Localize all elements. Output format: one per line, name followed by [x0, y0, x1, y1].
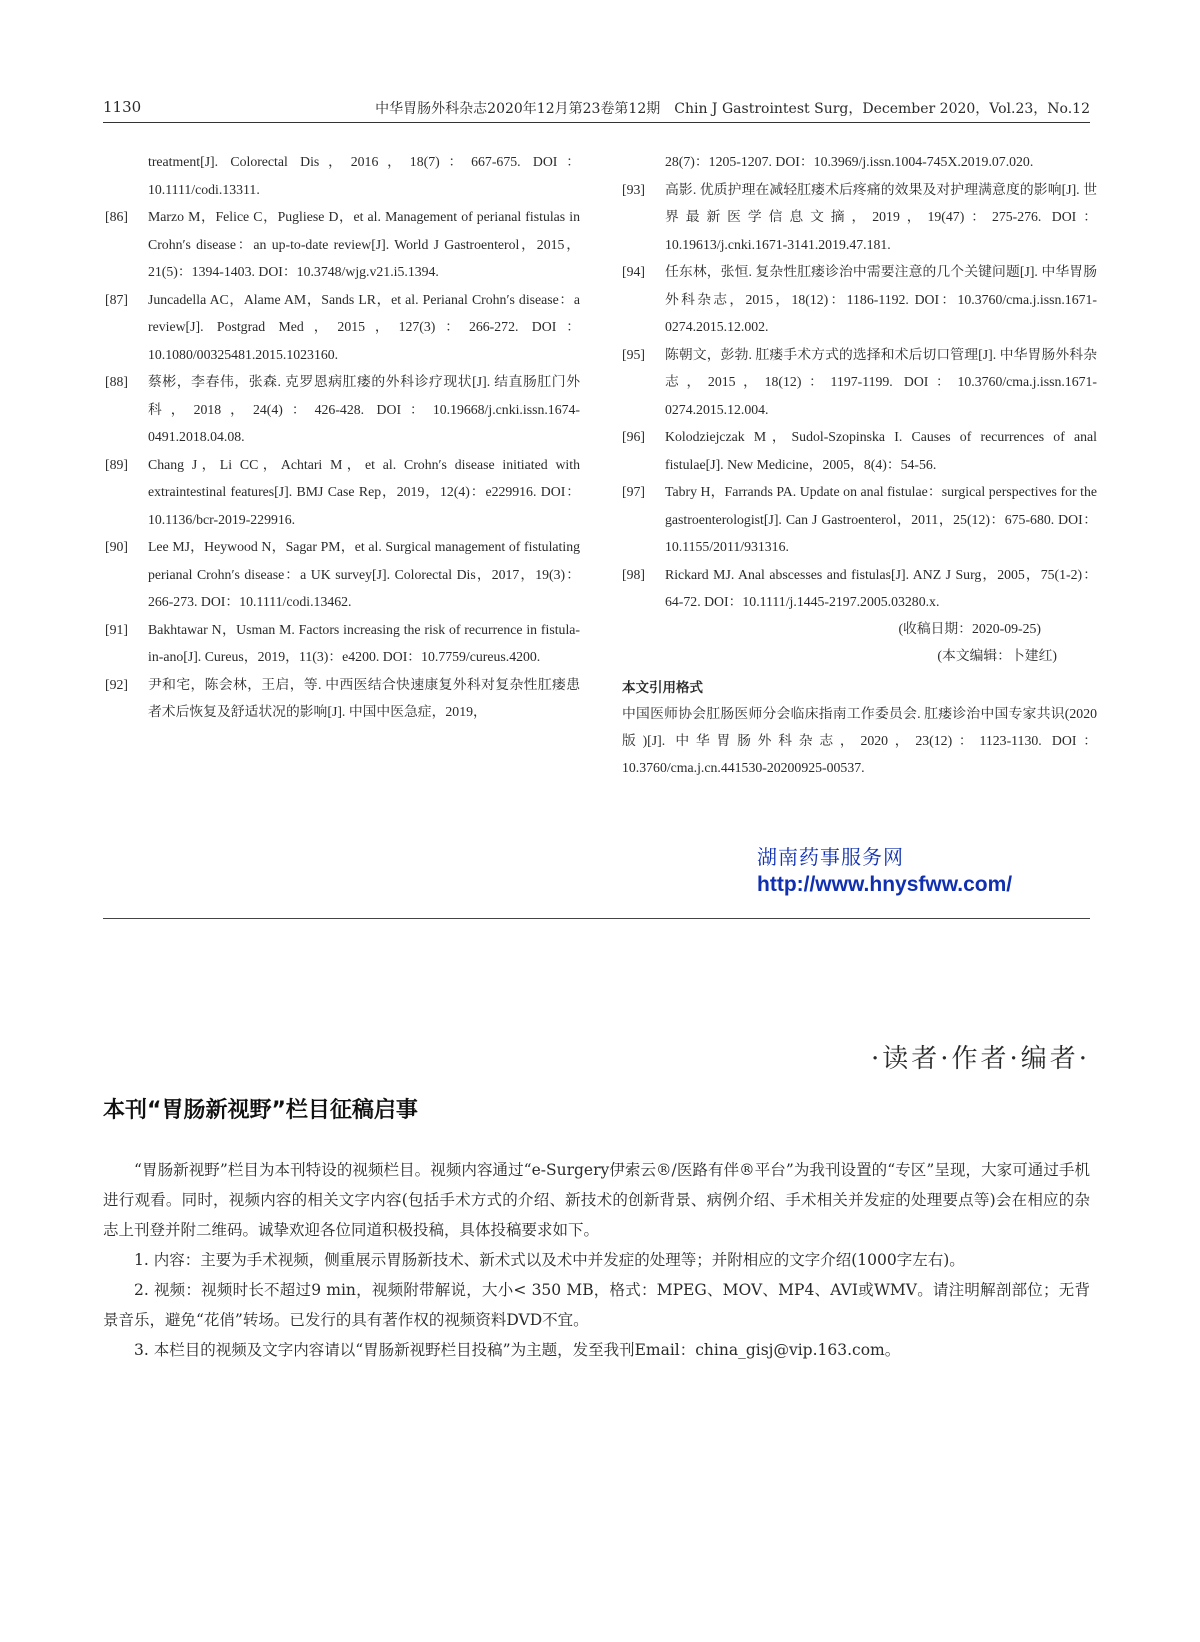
- reference-item: [105, 451, 580, 534]
- reference-text: Kolodziejczak M，Sudol-Szopinska I. Causes of recurrences of anal fistulae[J]. New Medicine，2005，8(4)：54-56.: [665, 429, 1097, 472]
- notice-body: [103, 1155, 1090, 1365]
- page-header: [103, 96, 1090, 123]
- reference-text: Bakhtawar N，Usman M. Factors increasing the risk of recurrence in fistula-in-ano[J]. Cureus，2019，11(3)：e4200. DOI：10.7759/cureus.4200.: [148, 621, 580, 664]
- watermark-url-link[interactable]: http://www.hnysfww.com/: [757, 873, 1013, 896]
- notice-paragraph: “胃肠新视野”栏目为本刊特设的视频栏目。视频内容通过“e-Surgery伊索云®/医路有伴®平台”为我刊设置的“专区”呈现，大家可通过手机进行观看。同时，视频内容的相关文字内容(包括手术方式的介绍、新技术的创新背景、病例介绍、手术相关并发症的处理要点等)会在相应的杂志上刊登并附二维码。诚挚欢迎各位同道积极投稿，具体投稿要求如下。: [103, 1161, 1090, 1239]
- notice-paragraph: 1. 内容：主要为手术视频，侧重展示胃肠新技术、新术式以及术中并发症的处理等；并附相应的文字介绍(1000字左右)。: [134, 1251, 965, 1269]
- reference-text: treatment[J]. Colorectal Dis，2016，18(7)：667-675. DOI：10.1111/codi.13311.: [148, 154, 580, 197]
- reference-number: [96]: [622, 429, 645, 444]
- reference-number: [90]: [105, 539, 128, 554]
- reference-item: [105, 616, 580, 671]
- notice-paragraph: 3. 本栏目的视频及文字内容请以“胃肠新视野栏目投稿”为主题，发至我刊Email：china_gisj@vip.163.com。: [134, 1341, 901, 1359]
- reference-text: 尹和宅，陈会林，王启，等. 中西医结合快速康复外科对复杂性肛瘘患者术后恢复及舒适状况的影响[J]. 中国中医急症，2019，: [148, 676, 580, 719]
- watermark: [757, 843, 1012, 899]
- reference-text: Marzo M，Felice C，Pugliese D，et al. Management of perianal fistulas in Crohn′s disease：an up-to-date review[J]. World J Gastroenterol，2015，21(5)：1394-1403. DOI：10.3748/wjg.v21.i5.1394.: [148, 209, 580, 279]
- reference-item: [622, 478, 1097, 561]
- reference-text: 高影. 优质护理在减轻肛瘘术后疼痛的效果及对护理满意度的影响[J]. 世界最新医学信息文摘，2019，19(47)：275-276. DOI：10.19613/j.cnki.1671-3141.2019.47.181.: [665, 181, 1097, 252]
- reference-item: [105, 286, 580, 369]
- references-right-column: [622, 148, 1097, 781]
- reference-text: Rickard MJ. Anal abscesses and fistulas[J]. ANZ J Surg，2005，75(1-2)：64-72. DOI：10.1111/j.1445-2197.2005.03280.x.: [665, 566, 1097, 609]
- reference-text: 28(7)：1205-1207. DOI：10.3969/j.issn.1004-745X.2019.07.020.: [665, 154, 1034, 169]
- reference-number: [93]: [622, 181, 645, 197]
- reference-text: Chang J，Li CC，Achtari M，et al. Crohn′s disease initiated with extraintestinal features[J]. BMJ Case Rep，2019，12(4)：e229916. DOI：10.1136/bcr-2019-229916.: [148, 456, 580, 527]
- reference-item: [622, 148, 1097, 176]
- journal-running-title: 中华胃肠外科杂志2020年12月第23卷第12期 Chin J Gastrointest Surg，December 2020，Vol.23，No.12: [375, 101, 1090, 117]
- references-left-column: [105, 148, 580, 726]
- reference-number: [86]: [105, 209, 128, 224]
- reference-number: [92]: [105, 676, 128, 692]
- editor-credit: (本文编辑：卜建红): [937, 647, 1057, 663]
- section-divider: [103, 918, 1090, 919]
- reference-number: [94]: [622, 264, 645, 279]
- reference-item: [622, 423, 1097, 478]
- reference-item: [105, 148, 580, 203]
- reference-item: [622, 561, 1097, 616]
- reference-text: Lee MJ，Heywood N，Sagar PM，et al. Surgical management of fistulating perianal Crohn′s disease：a UK survey[J]. Colorectal Dis，2017，19(3)：266-273. DOI：10.1111/codi.13462.: [148, 539, 580, 609]
- section-title: ·读者·作者·编者·: [870, 1044, 1090, 1074]
- reference-number: [87]: [105, 291, 128, 307]
- reference-number: [95]: [622, 346, 645, 362]
- reference-item: [105, 203, 580, 286]
- notice-title: 本刊“胃肠新视野”栏目征稿启事: [103, 1098, 418, 1123]
- reference-item: [105, 533, 580, 616]
- reference-text: 蔡彬，李春伟，张森. 克罗恩病肛瘘的外科诊疗现状[J]. 结直肠肛门外科，2018，24(4)：426-428. DOI：10.19668/j.cnki.issn.1674-0491.2018.04.08.: [148, 374, 580, 444]
- reference-text: 任东林，张恒. 复杂性肛瘘诊治中需要注意的几个关键问题[J]. 中华胃肠外科杂志，2015，18(12)：1186-1192. DOI：10.3760/cma.j.issn.1671-0274.2015.12.002.: [665, 264, 1097, 334]
- received-date: (收稿日期：2020-09-25): [898, 620, 1041, 636]
- reference-number: [91]: [105, 621, 128, 637]
- reference-text: 陈朝文，彭勃. 肛瘘手术方式的选择和术后切口管理[J]. 中华胃肠外科杂志，2015，18(12)：1197-1199. DOI：10.3760/cma.j.issn.1671-0274.2015.12.004.: [665, 346, 1097, 417]
- citation-text: 中国医师协会肛肠医师分会临床指南工作委员会. 肛瘘诊治中国专家共识(2020版)[J]. 中华胃肠外科杂志，2020，23(12)：1123-1130. DOI：10.3760/cma.j.cn.441530-20200925-00537.: [622, 705, 1097, 775]
- reference-item: [622, 176, 1097, 259]
- reference-item: [622, 341, 1097, 424]
- citation-heading: 本文引用格式: [622, 679, 703, 696]
- reference-number: [97]: [622, 484, 645, 499]
- reference-number: [98]: [622, 566, 645, 582]
- reference-number: [89]: [105, 456, 128, 472]
- watermark-site-name: 湖南药事服务网: [757, 845, 904, 869]
- reference-item: [622, 258, 1097, 341]
- reference-item: [105, 671, 580, 726]
- reference-number: [88]: [105, 374, 128, 389]
- reference-text: Tabry H，Farrands PA. Update on anal fistulae：surgical perspectives for the gastroenterologist[J]. Can J Gastroenterol，2011，25(12)：675-680. DOI：10.1155/2011/931316.: [665, 484, 1097, 554]
- reference-item: [105, 368, 580, 451]
- reference-text: Juncadella AC，Alame AM，Sands LR，et al. Perianal Crohn′s disease：a review[J]. Postgrad Med，2015，127(3)：266-272. DOI：10.1080/00325481.2015.1023160.: [148, 291, 580, 362]
- notice-paragraph: 2. 视频：视频时长不超过9 min，视频附带解说，大小< 350 MB，格式：MPEG、MOV、MP4、AVI或WMV。请注明解剖部位；无背景音乐，避免“花俏”转场。已发行的具有著作权的视频资料DVD不宜。: [103, 1281, 1090, 1329]
- page-number: 1130: [103, 98, 142, 116]
